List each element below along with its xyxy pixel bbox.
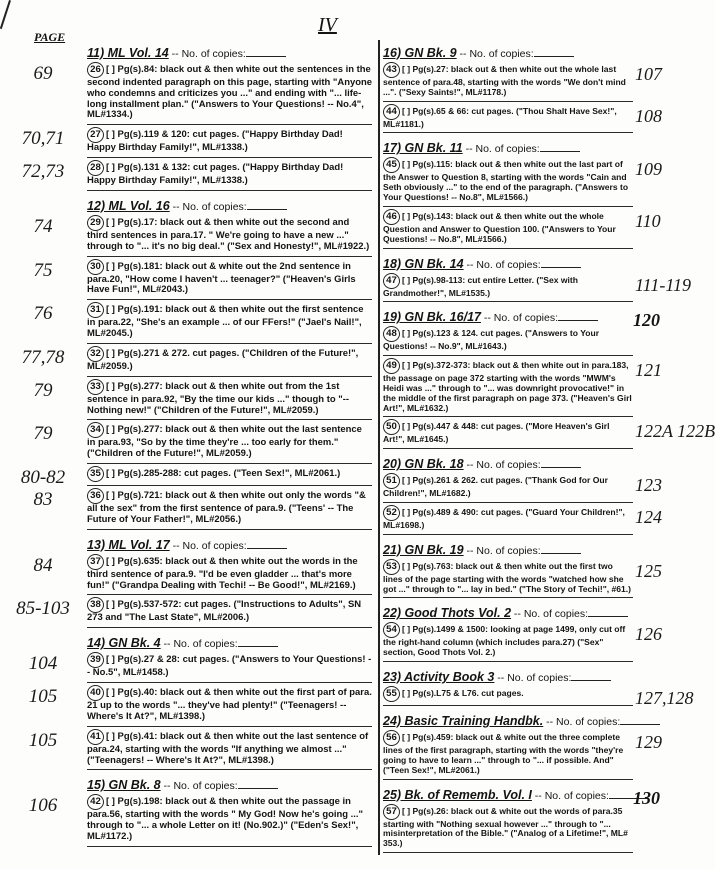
redaction-item [383, 209, 661, 249]
section-heading [383, 543, 633, 558]
item-instruction: [ ] Pg(s).537-572: cut pages. ("Instructions to Adults", SN 273 and "The Last State", ML#2006.) [87, 599, 362, 624]
handwritten-page-number: 125 [635, 560, 662, 581]
item-instruction: [ ] Pg(s).143: black out & then white out the whole Question and Answer to Question 100. ("Answers to Your Questions! -- No.8", ML#1566.) [383, 210, 616, 244]
copies-blank-line [541, 543, 581, 554]
handwritten-page-number: 124 [635, 507, 662, 527]
redaction-item [383, 505, 662, 535]
item-instruction: [ ] Pg(s).98-113: cut entire Letter. ("Sex with Grandmother!", ML#1535.) [383, 274, 578, 298]
corner-pen-mark [0, 0, 26, 34]
section-title: 16) GN Bk. 9 [383, 46, 457, 60]
section-title: 17) GN Bk. 11 [383, 141, 463, 156]
handwritten-page-number: 84 [33, 554, 53, 576]
circled-item-number: 35 [87, 466, 104, 482]
circled-item-number: 50 [383, 419, 400, 435]
circled-item-number: 47 [383, 273, 400, 289]
item-instruction: [ ] Pg(s).115: black out & then white out the last part of the Answer to Question 8, starting with the words "Cain and Seth obviously ..." to the end of the paragraph. ("Answers to Your Questions! -- No.8", ML#1566.) [383, 159, 629, 203]
redaction-item [21, 346, 372, 377]
section-heading [383, 787, 660, 808]
section-title: 20) GN Bk. 18 [383, 457, 464, 472]
redaction-item [33, 422, 372, 464]
circled-item-number: 43 [383, 62, 400, 78]
left-column [16, 38, 373, 849]
page-section-numeral: IV [318, 14, 337, 36]
copies-label: -- No. of copies: [494, 672, 572, 685]
item-instruction: [ ] Pg(s).277: black out & then white out from the 1st sentence in para.92, "By the time our kids ..." though to "-- Nothing new!" ("Children of the Future!", ML#2059.) [87, 380, 349, 416]
circled-item-number: 45 [383, 157, 400, 173]
redaction-item [383, 622, 662, 662]
redaction-item [21, 160, 372, 191]
handwritten-page-number: 85-103 [16, 598, 70, 620]
circled-item-number: 53 [383, 559, 400, 575]
item-instruction: [ ] Pg(s).1499 & 1500: looking at page 1499, only cut off the right-hand column (which includes para.27) ("Sex" section, Good Thots Vol. 2.) [383, 624, 626, 658]
handwritten-page-number: 106 [28, 795, 58, 817]
handwritten-page-number: 79 [33, 423, 53, 445]
column-divider [378, 40, 380, 855]
circled-item-number: 42 [87, 794, 104, 810]
item-instruction: [ ] Pg(s).763: black out & then white out the first two lines of the page starting with the words "watched how she got ..." through to "... lay in bed." ("The Story of Techi!", #61.) [383, 560, 632, 594]
section-heading [87, 778, 372, 793]
handwritten-page-number: 120 [633, 310, 660, 331]
redaction-item [383, 62, 662, 102]
redaction-item [33, 488, 372, 530]
copies-label: -- No. of copies: [168, 48, 246, 60]
handwritten-page-number: 70,71 [21, 128, 65, 150]
section-heading [383, 310, 660, 331]
handwritten-page-number: 129 [635, 732, 662, 753]
item-instruction: [ ] Pg(s).119 & 120: cut pages. ("Happy Birthday Dad! Happy Birthday Family!", ML#1338.) [87, 129, 343, 154]
handwritten-page-number: 80-82 [20, 467, 66, 489]
copies-label: -- No. of copies: [480, 312, 558, 325]
circled-item-number: 33 [87, 379, 104, 395]
handwritten-page-number: 110 [635, 210, 661, 231]
section-title: 23) Activity Book 3 [383, 670, 495, 685]
copies-label: -- No. of copies: [462, 143, 540, 156]
redaction-item [20, 466, 372, 489]
item-instruction: [ ] Pg(s).191: black out & then white out the first sentence in para.22, "She's an example ... of our FFers!" ("Jael's Nail!", ML#2045.) [87, 304, 364, 340]
circled-item-number: 30 [87, 259, 104, 275]
item-instruction: [ ] Pg(s).447 & 448: cut pages. ("More Heaven's Girl Art!", ML#1645.) [383, 421, 610, 445]
handwritten-page-number: 109 [635, 159, 662, 180]
section-heading [87, 538, 372, 553]
section-heading [383, 670, 633, 685]
circled-item-number: 37 [87, 554, 104, 570]
handwritten-page-number: 105 [28, 729, 58, 751]
handwritten-page-number: 122A 122B [635, 421, 715, 442]
item-instruction: [ ] Pg(s).635: black out & then white out the words in the third sentence of para.9. "I'd be even gladder ... that's more fun!" ("Grandpa Dealing with Techi! -- Be Good!", ML#2169.) [87, 555, 358, 591]
copies-label: -- No. of copies: [160, 638, 238, 651]
redaction-item [33, 554, 372, 596]
page-column-label: PAGE [34, 30, 66, 44]
copies-label: -- No. of copies: [531, 789, 609, 802]
item-instruction: [ ] Pg(s).41: black out & then white out the last sentence of para.24, starting with the words "If anything we almost ..." ("Teenagers! -- Where's It At?", ML#1398.) [87, 730, 369, 766]
handwritten-page-number: 79 [33, 379, 53, 401]
item-instruction: [ ] Pg(s).721: black out & then white out only the words "& all the sex" from the first sentence of para.9. ("Teens' -- The Future of Your Father!", ML#2056.) [87, 490, 366, 525]
copies-blank-line [246, 46, 286, 57]
copies-label: -- No. of copies: [456, 48, 534, 60]
circled-item-number: 31 [87, 302, 104, 318]
section-heading [383, 606, 633, 621]
item-instruction: [ ] Pg(s).27 & 28: cut pages. ("Answers to Your Questions! -- No.5", ML#1458.) [87, 654, 372, 679]
circled-item-number: 52 [383, 505, 400, 521]
copies-blank-line [540, 141, 580, 152]
section-title: 25) Bk. of Rememb. Vol. I [383, 787, 532, 802]
handwritten-page-number: 111-119 [635, 274, 691, 295]
circled-item-number: 51 [383, 473, 400, 489]
circled-item-number: 55 [383, 686, 400, 702]
item-instruction: [ ] Pg(s).26: black out & white out the words of para.35 starting with "Nothing sexual however ..." through to "... misinterpretation of the Bible." ("Analog of a Lifetime!", ML# 353.) [383, 805, 628, 849]
section-title: 22) Good Thots Vol. 2 [383, 606, 512, 621]
redaction-item [383, 157, 662, 206]
copies-blank-line [247, 538, 287, 549]
handwritten-page-number: 104 [28, 653, 58, 675]
item-instruction: [ ] Pg(s).17: black out & then white out the second and third sentences in para.17. " We're going to have a new ..." through to "... it's no big deal." ("Sex and Honesty!", ML#1922.) [87, 216, 370, 252]
circled-item-number: 36 [87, 488, 104, 504]
redaction-item [28, 794, 372, 846]
section-heading [383, 257, 633, 272]
section-heading [383, 141, 633, 156]
section-heading [383, 714, 633, 729]
redaction-item [28, 685, 372, 727]
right-column [383, 38, 715, 855]
copies-label: -- No. of copies: [543, 716, 621, 729]
item-instruction: [ ] Pg(s).65 & 66: cut pages. ("Thou Shalt Have Sex!", ML#1181.) [383, 105, 617, 129]
circled-item-number: 48 [383, 326, 400, 342]
section-heading [87, 199, 372, 214]
copies-blank-line [238, 636, 278, 647]
copies-label: -- No. of copies: [463, 258, 541, 271]
circled-item-number: 49 [383, 358, 400, 374]
redaction-item [383, 419, 715, 449]
redaction-item [383, 559, 662, 599]
circled-item-number: 29 [87, 215, 104, 231]
item-instruction: [ ] Pg(s).L75 & L76. cut pages. [402, 688, 524, 699]
section-title: 13) ML Vol. 17 [87, 537, 170, 552]
circled-item-number: 28 [87, 160, 104, 176]
copies-blank-line [247, 199, 287, 210]
section-heading [87, 46, 372, 61]
copies-label: -- No. of copies: [169, 539, 247, 552]
circled-item-number: 44 [383, 104, 400, 120]
handwritten-page-number: 72,73 [21, 161, 65, 183]
redaction-item [21, 127, 372, 158]
handwritten-page-number: 123 [635, 475, 662, 496]
handwritten-page-number: 127,128 [635, 688, 694, 709]
circled-item-number: 40 [87, 685, 104, 701]
circled-item-number: 46 [383, 209, 400, 225]
section-title: 15) GN Bk. 8 [87, 778, 161, 793]
item-instruction: [ ] Pg(s).285-288: cut pages. ("Teen Sex!", ML#2061.) [106, 468, 341, 480]
circled-item-number: 32 [87, 346, 104, 362]
redaction-item [33, 62, 373, 125]
handwritten-page-number: 121 [635, 360, 662, 381]
item-instruction: [ ] Pg(s).131 & 132: cut pages. ("Happy Birthday Dad! Happy Birthday Family!", ML#1338.) [87, 162, 344, 187]
handwritten-page-number: 130 [633, 787, 660, 808]
section-title: 18) GN Bk. 14 [383, 256, 464, 271]
redaction-item [383, 273, 691, 303]
circled-item-number: 54 [383, 622, 400, 638]
handwritten-page-number: 105 [28, 686, 58, 708]
redaction-item [28, 652, 372, 683]
circled-item-number: 41 [87, 729, 104, 745]
circled-item-number: 38 [87, 597, 104, 613]
copies-label: -- No. of copies: [463, 459, 541, 472]
copies-label: -- No. of copies: [169, 200, 247, 213]
item-instruction: [ ] Pg(s).372-373: black out & then white out in para.183, the passage on page 372 starting with the words "MWM's Heidi was ..." through to "... was downright provocative!" in the middle of the first paragraph on page 373. ("Heaven's Girl Art!", ML#1632.) [383, 360, 632, 413]
section-title: 12) ML Vol. 16 [87, 198, 170, 213]
section-heading [87, 636, 372, 651]
redaction-item [383, 473, 662, 503]
item-instruction: [ ] Pg(s).277: black out & then white out the last sentence in para.93, "So by the time they're ... too early for them." ("Children of the Future!", ML#2059.) [87, 424, 362, 460]
copies-blank-line [534, 46, 574, 57]
redaction-item [33, 379, 372, 421]
circled-item-number: 39 [87, 652, 104, 668]
copies-blank-line [588, 606, 628, 617]
item-instruction: [ ] Pg(s).459: black out & white out the three complete lines of the first paragraph, starting with the words "they're going to have to learn ..." through to "... if possible. And" ("Teen Sex!", ML#2061.) [383, 732, 624, 775]
item-instruction: [ ] Pg(s).27: black out & then white out the whole last sentence of para.48, starting with the words "We don't mind ...". ("Sexy Saints!", ML#1178.) [383, 64, 626, 97]
circled-item-number: 57 [383, 804, 400, 820]
redaction-item [383, 804, 633, 853]
handwritten-page-number: 83 [33, 489, 53, 511]
item-instruction: [ ] Pg(s).271 & 272. cut pages. ("Children of the Future!", ML#2059.) [87, 347, 359, 372]
copies-blank-line [541, 457, 581, 468]
item-instruction: [ ] Pg(s).489 & 490: cut pages. ("Guard Your Children!", ML#1698.) [383, 507, 625, 530]
handwritten-page-number: 107 [635, 64, 662, 84]
redaction-item [33, 215, 372, 257]
redaction-item [383, 326, 633, 356]
circled-item-number: 26 [87, 62, 104, 78]
section-title: 14) GN Bk. 4 [87, 636, 161, 651]
section-title: 11) ML Vol. 14 [87, 46, 169, 60]
copies-blank-line [558, 310, 598, 321]
redaction-item [383, 730, 662, 779]
redaction-item [33, 259, 372, 301]
handwritten-page-number: 126 [635, 624, 662, 645]
section-title: 24) Basic Training Handbk. [383, 714, 544, 729]
item-instruction: [ ] Pg(s).40: black out & then white out the first part of para. 21 up to the words "... they've had plenty!" ("Teenagers! -- Where's It At?", ML#1398.) [87, 687, 372, 722]
copies-label: -- No. of copies: [463, 544, 541, 557]
handwritten-page-number: 108 [635, 105, 662, 126]
redaction-item [28, 729, 372, 771]
redaction-item [383, 358, 662, 417]
section-heading [383, 46, 633, 61]
circled-item-number: 56 [383, 730, 400, 746]
handwritten-page-number: 75 [33, 259, 53, 281]
section-title: 21) GN Bk. 19 [383, 542, 464, 557]
redaction-item [16, 597, 372, 628]
copies-blank-line [238, 778, 278, 789]
copies-blank-line [571, 670, 611, 681]
item-instruction: [ ] Pg(s).198: black out & then white out the passage in para.56, starting with the words " My God! Now he's going ..." through to "... a whole Letter on it! (No.902.)" ("Eden's Sex!", ML#1172.) [87, 796, 363, 843]
copies-label: -- No. of copies: [511, 608, 589, 621]
handwritten-page-number: 69 [33, 63, 53, 84]
redaction-item [383, 686, 694, 709]
circled-item-number: 27 [87, 127, 104, 143]
handwritten-page-number: 74 [33, 215, 53, 237]
handwritten-page-number: 76 [33, 303, 53, 325]
section-heading [383, 457, 633, 472]
redaction-item [33, 302, 372, 344]
copies-blank-line [541, 257, 581, 268]
item-instruction: [ ] Pg(s).84: black out & then white out the sentences in the second indented paragraph on this page, starting with "Anyone who condemns and criticizes you ..." and ending with "... life-long installment plan." ("Answers to Your Questions! -- No.4", ML#1334.) [87, 64, 373, 121]
item-instruction: [ ] Pg(s).123 & 124. cut pages. ("Answers to Your Questions! -- No.9", ML#1643.) [383, 328, 600, 352]
item-instruction: [ ] Pg(s).181: black out & white out the 2nd sentence in para.20, "How come I haven't ... teenager?" ("Heaven's Girls Have Fun!", ML#2043.) [87, 260, 356, 296]
handwritten-page-number: 77,78 [21, 346, 65, 368]
copies-label: -- No. of copies: [160, 780, 238, 793]
item-instruction: [ ] Pg(s).261 & 262. cut pages. ("Thank God for Our Children!", ML#1682.) [383, 475, 608, 499]
section-title: 19) GN Bk. 16/17 [383, 310, 481, 325]
redaction-item [383, 104, 662, 134]
circled-item-number: 34 [87, 422, 104, 438]
copies-blank-line [620, 714, 660, 725]
